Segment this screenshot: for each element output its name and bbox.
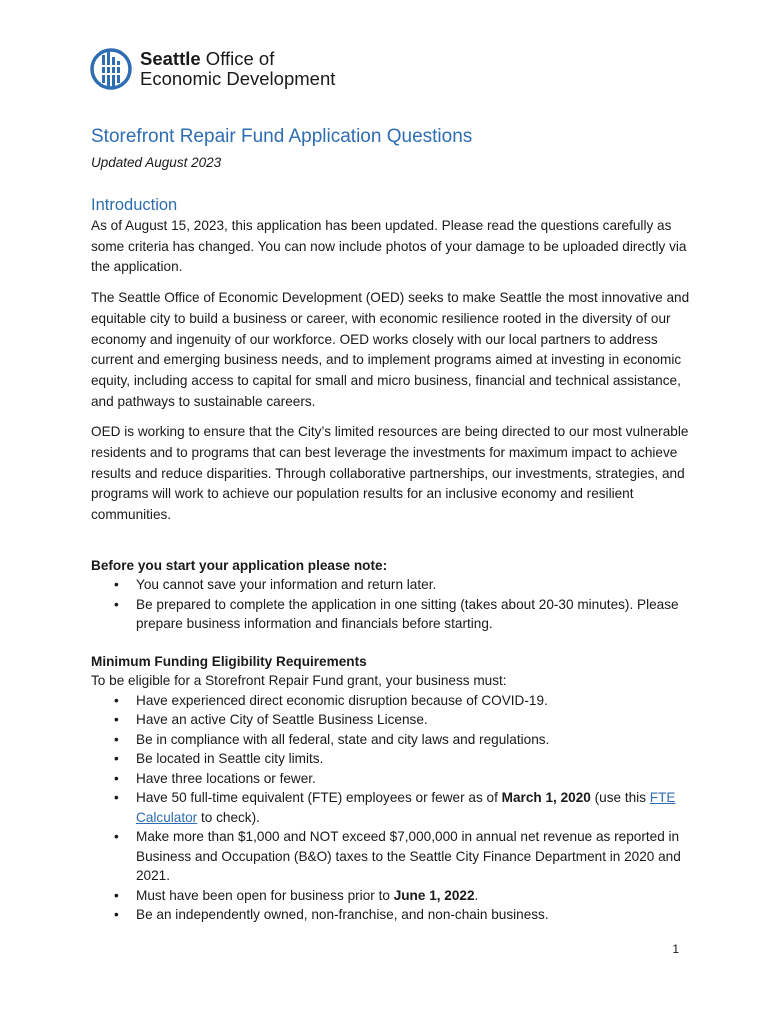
fte-calculator-link[interactable]: FTE Calculator <box>136 790 676 825</box>
logo-line-1: Seattle Office of <box>140 48 275 69</box>
logo-line-2: Economic Development <box>140 68 336 89</box>
intro-paragraph-1: As of August 15, 2023, this application has been updated. Please read the questions carefully as some criteria has changed. You can now include photos of your damage to be uploaded directly via the application. <box>91 218 687 275</box>
list-item: • Have an active City of Seattle Business License. <box>91 710 691 730</box>
list-item: • Have experienced direct economic disruption because of COVID-19. <box>91 691 691 711</box>
oed-logo <box>90 44 335 94</box>
eligibility-list <box>91 691 691 925</box>
eligibility-intro: To be eligible for a Storefront Repair Fund grant, your business must: <box>91 673 507 689</box>
list-item: • Have 50 full-time equivalent (FTE) employees or fewer as of March 1, 2020 (use this FTE Calculator to check). <box>91 788 691 827</box>
intro-paragraph-2: The Seattle Office of Economic Development (OED) seeks to make Seattle the most innovative and equitable city to build a business or career, with economic resilience rooted in the diversity of our economy and ingenuity of our workforce. OED works closely with our local partners to address current and emerging business needs, and to implement programs aimed at investing in economic equity, including access to capital for small and micro business, financial and technical assistance, and pathways to sustainable careers. <box>91 290 690 409</box>
before-list <box>91 575 691 634</box>
eligibility-heading: Minimum Funding Eligibility Requirements <box>91 653 367 669</box>
intro-paragraph-3: OED is working to ensure that the City’s limited resources are being directed to our most vulnerable residents and to programs that can best leverage the investments for maximum impact to achieve results and reduce disparities. Through collaborative partnerships, our investments, strategies, and programs will work to achieve our population results for an inclusive economy and resilient communities. <box>91 424 689 523</box>
document-title: Storefront Repair Fund Application Questions <box>91 126 473 147</box>
list-item: • Be prepared to complete the application in one sitting (takes about 20-30 minutes). Please prepare business information and financials before starting. <box>91 595 691 634</box>
list-item: • Have three locations or fewer. <box>91 769 691 789</box>
list-item: • Be located in Seattle city limits. <box>91 749 691 769</box>
list-item: • You cannot save your information and return later. <box>91 575 691 595</box>
before-heading: Before you start your application please note: <box>91 557 388 573</box>
list-item: • Make more than $1,000 and NOT exceed $7,000,000 in annual net revenue as reported in Business and Occupation (B&O) taxes to the Seattle City Finance Department in 2020 and 2021. <box>91 827 691 886</box>
seattle-skyline-logo-icon <box>90 45 132 93</box>
updated-date: Updated August 2023 <box>91 155 222 170</box>
list-item: • Be in compliance with all federal, state and city laws and regulations. <box>91 730 691 750</box>
document-content <box>91 124 691 925</box>
intro-heading: Introduction <box>91 196 178 214</box>
page-number: 1 <box>672 942 679 956</box>
list-item: • Be an independently owned, non-franchise, and non-chain business. <box>91 905 691 925</box>
list-item: • Must have been open for business prior to June 1, 2022. <box>91 886 691 906</box>
